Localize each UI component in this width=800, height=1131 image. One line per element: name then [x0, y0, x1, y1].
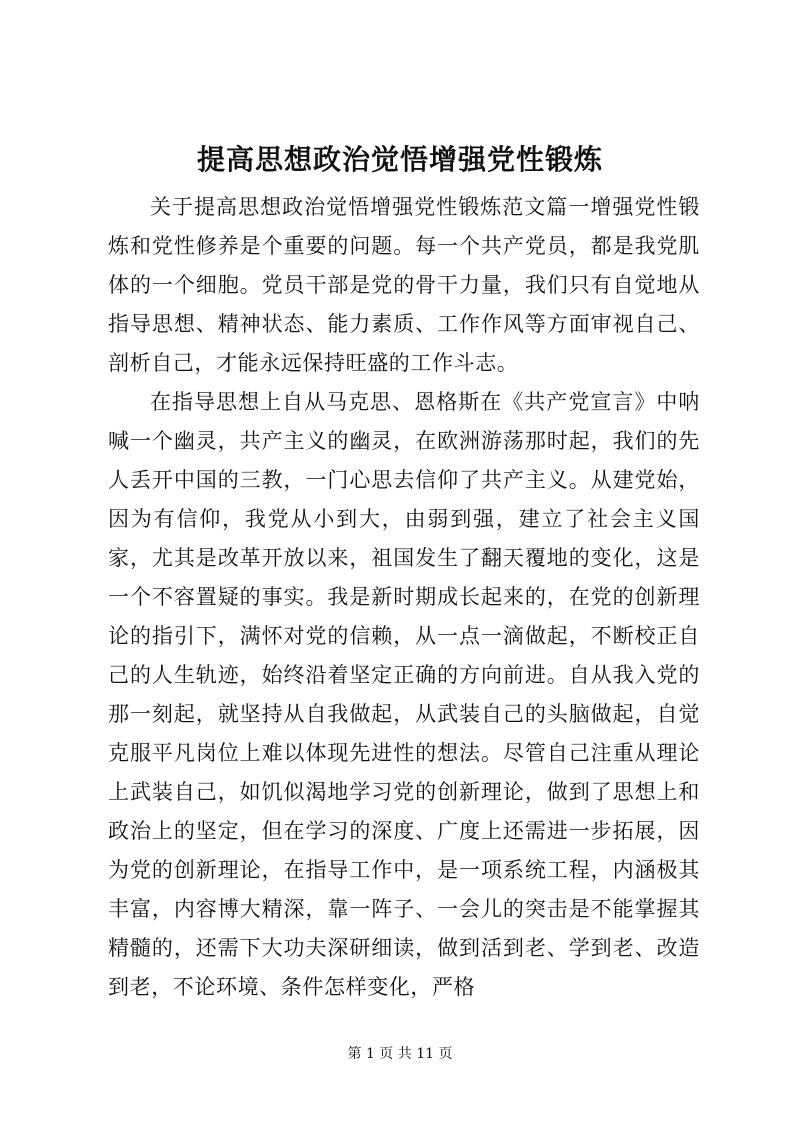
- document-body: [108, 188, 700, 1007]
- page-number-footer: 第 1 页 共 11 页: [347, 1046, 453, 1062]
- paragraph-1: 关于提高思想政治觉悟增强党性锻炼范文篇一增强党性锻炼和党性修养是个重要的问题。每一个共产党员，都是我党肌体的一个细胞。党员干部是党的骨干力量，我们只有自觉地从指导思想、精神状态、能力素质、工作作风等方面审视自己、剖析自己，才能永远保持旺盛的工作斗志。: [108, 195, 700, 375]
- document-title: 提高思想政治觉悟增强党性锻炼: [196, 143, 603, 176]
- paragraph-2: 在指导思想上自从马克思、恩格斯在《共产党宣言》中呐喊一个幽灵，共产主义的幽灵，在欧洲游荡那时起，我们的先人丢开中国的三教，一门心思去信仰了共产主义。从建党始，因为有信仰，我党从小到大，由弱到强，建立了社会主义国家，尤其是改革开放以来，祖国发生了翻天覆地的变化，这是一个不容置疑的事实。我是新时期成长起来的，在党的创新理论的指引下，满怀对党的信赖，从一点一滴做起，不断校正自己的人生轨迹，始终沿着坚定正确的方向前进。自从我入党的那一刻起，就坚持从自我做起，从武装自己的头脑做起，自觉克服平凡岗位上难以体现先进性的想法。尽管自己注重从理论上武装自己，如饥似渴地学习党的创新理论，做到了思想上和政治上的坚定，但在学习的深度、广度上还需进一步拓展，因为党的创新理论，在指导工作中，是一项系统工程，内涵极其丰富，内容博大精深，靠一阵子、一会儿的突击是不能掌握其精髓的，还需下大功夫深研细读，做到活到老、学到老、改造到老，不论环境、条件怎样变化，严格: [108, 390, 700, 999]
